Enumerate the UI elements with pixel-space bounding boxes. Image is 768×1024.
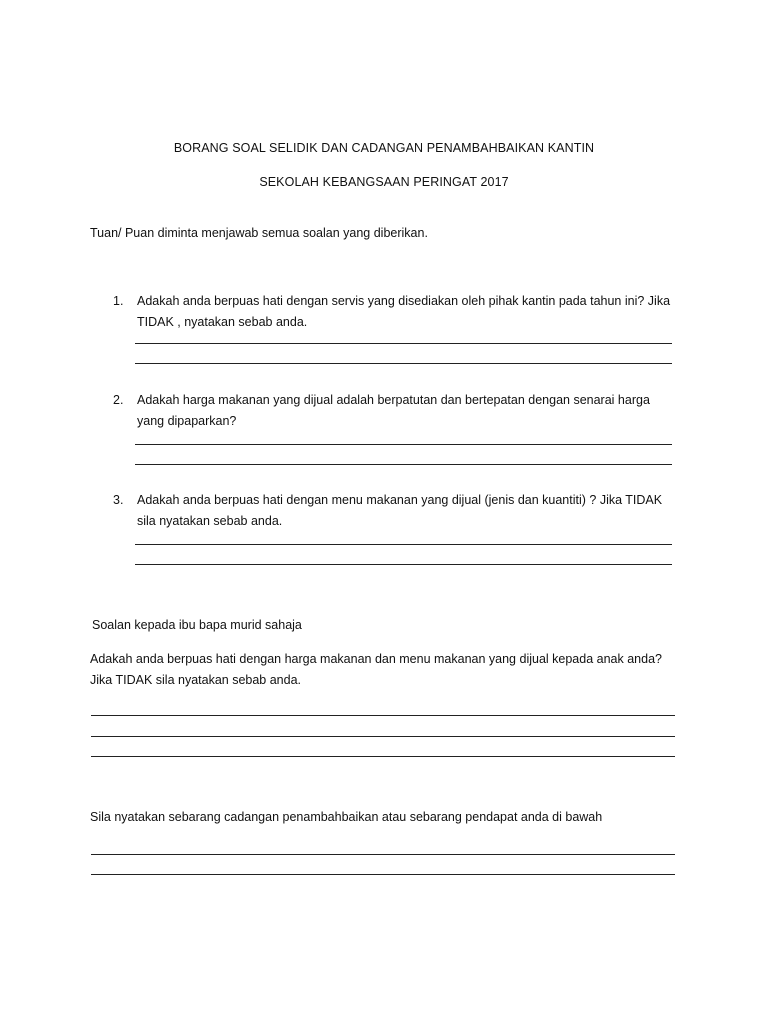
answer-line[interactable] bbox=[91, 715, 675, 716]
question-text: Adakah harga makanan yang dijual adalah berpatutan dan bertepatan dengan senarai harga yang dipaparkan? bbox=[137, 393, 650, 428]
answer-line[interactable] bbox=[91, 874, 675, 875]
question-text: Adakah anda berpuas hati dengan servis yang disediakan oleh pihak kantin pada tahun ini? Jika TIDAK , nyatakan sebab anda. bbox=[137, 294, 671, 329]
answer-line[interactable] bbox=[135, 444, 672, 445]
question-number: 2. bbox=[113, 393, 124, 407]
answer-line[interactable] bbox=[135, 363, 672, 364]
answer-line[interactable] bbox=[135, 343, 672, 344]
parent-section-heading: Soalan kepada ibu bapa murid sahaja bbox=[92, 618, 302, 632]
question-1 bbox=[113, 291, 673, 371]
suggestion-section-heading: Sila nyatakan sebarang cadangan penambahbaikan atau sebarang pendapat anda di bawah bbox=[90, 810, 603, 824]
parent-question-text: Adakah anda berpuas hati dengan harga makanan dan menu makanan yang dijual kepada anak anda? Jika TIDAK sila nyatakan sebab anda. bbox=[90, 652, 662, 687]
question-text: Adakah anda berpuas hati dengan menu makanan yang dijual (jenis dan kuantiti) ? Jika TIDAK sila nyatakan sebab anda. bbox=[137, 493, 663, 528]
answer-line[interactable] bbox=[91, 756, 675, 757]
question-number: 1. bbox=[113, 294, 124, 308]
form-subtitle: SEKOLAH KEBANGSAAN PERINGAT 2017 bbox=[259, 175, 509, 189]
answer-line[interactable] bbox=[135, 564, 672, 565]
form-title: BORANG SOAL SELIDIK DAN CADANGAN PENAMBAHBAIKAN KANTIN bbox=[173, 141, 595, 155]
answer-line[interactable] bbox=[91, 854, 675, 855]
answer-line[interactable] bbox=[135, 544, 672, 545]
question-2 bbox=[113, 390, 673, 470]
answer-line[interactable] bbox=[91, 736, 675, 737]
question-number: 3. bbox=[113, 493, 124, 507]
answer-line[interactable] bbox=[135, 464, 672, 465]
question-3 bbox=[113, 490, 673, 570]
form-instructions: Tuan/ Puan diminta menjawab semua soalan yang diberikan. bbox=[90, 226, 428, 240]
